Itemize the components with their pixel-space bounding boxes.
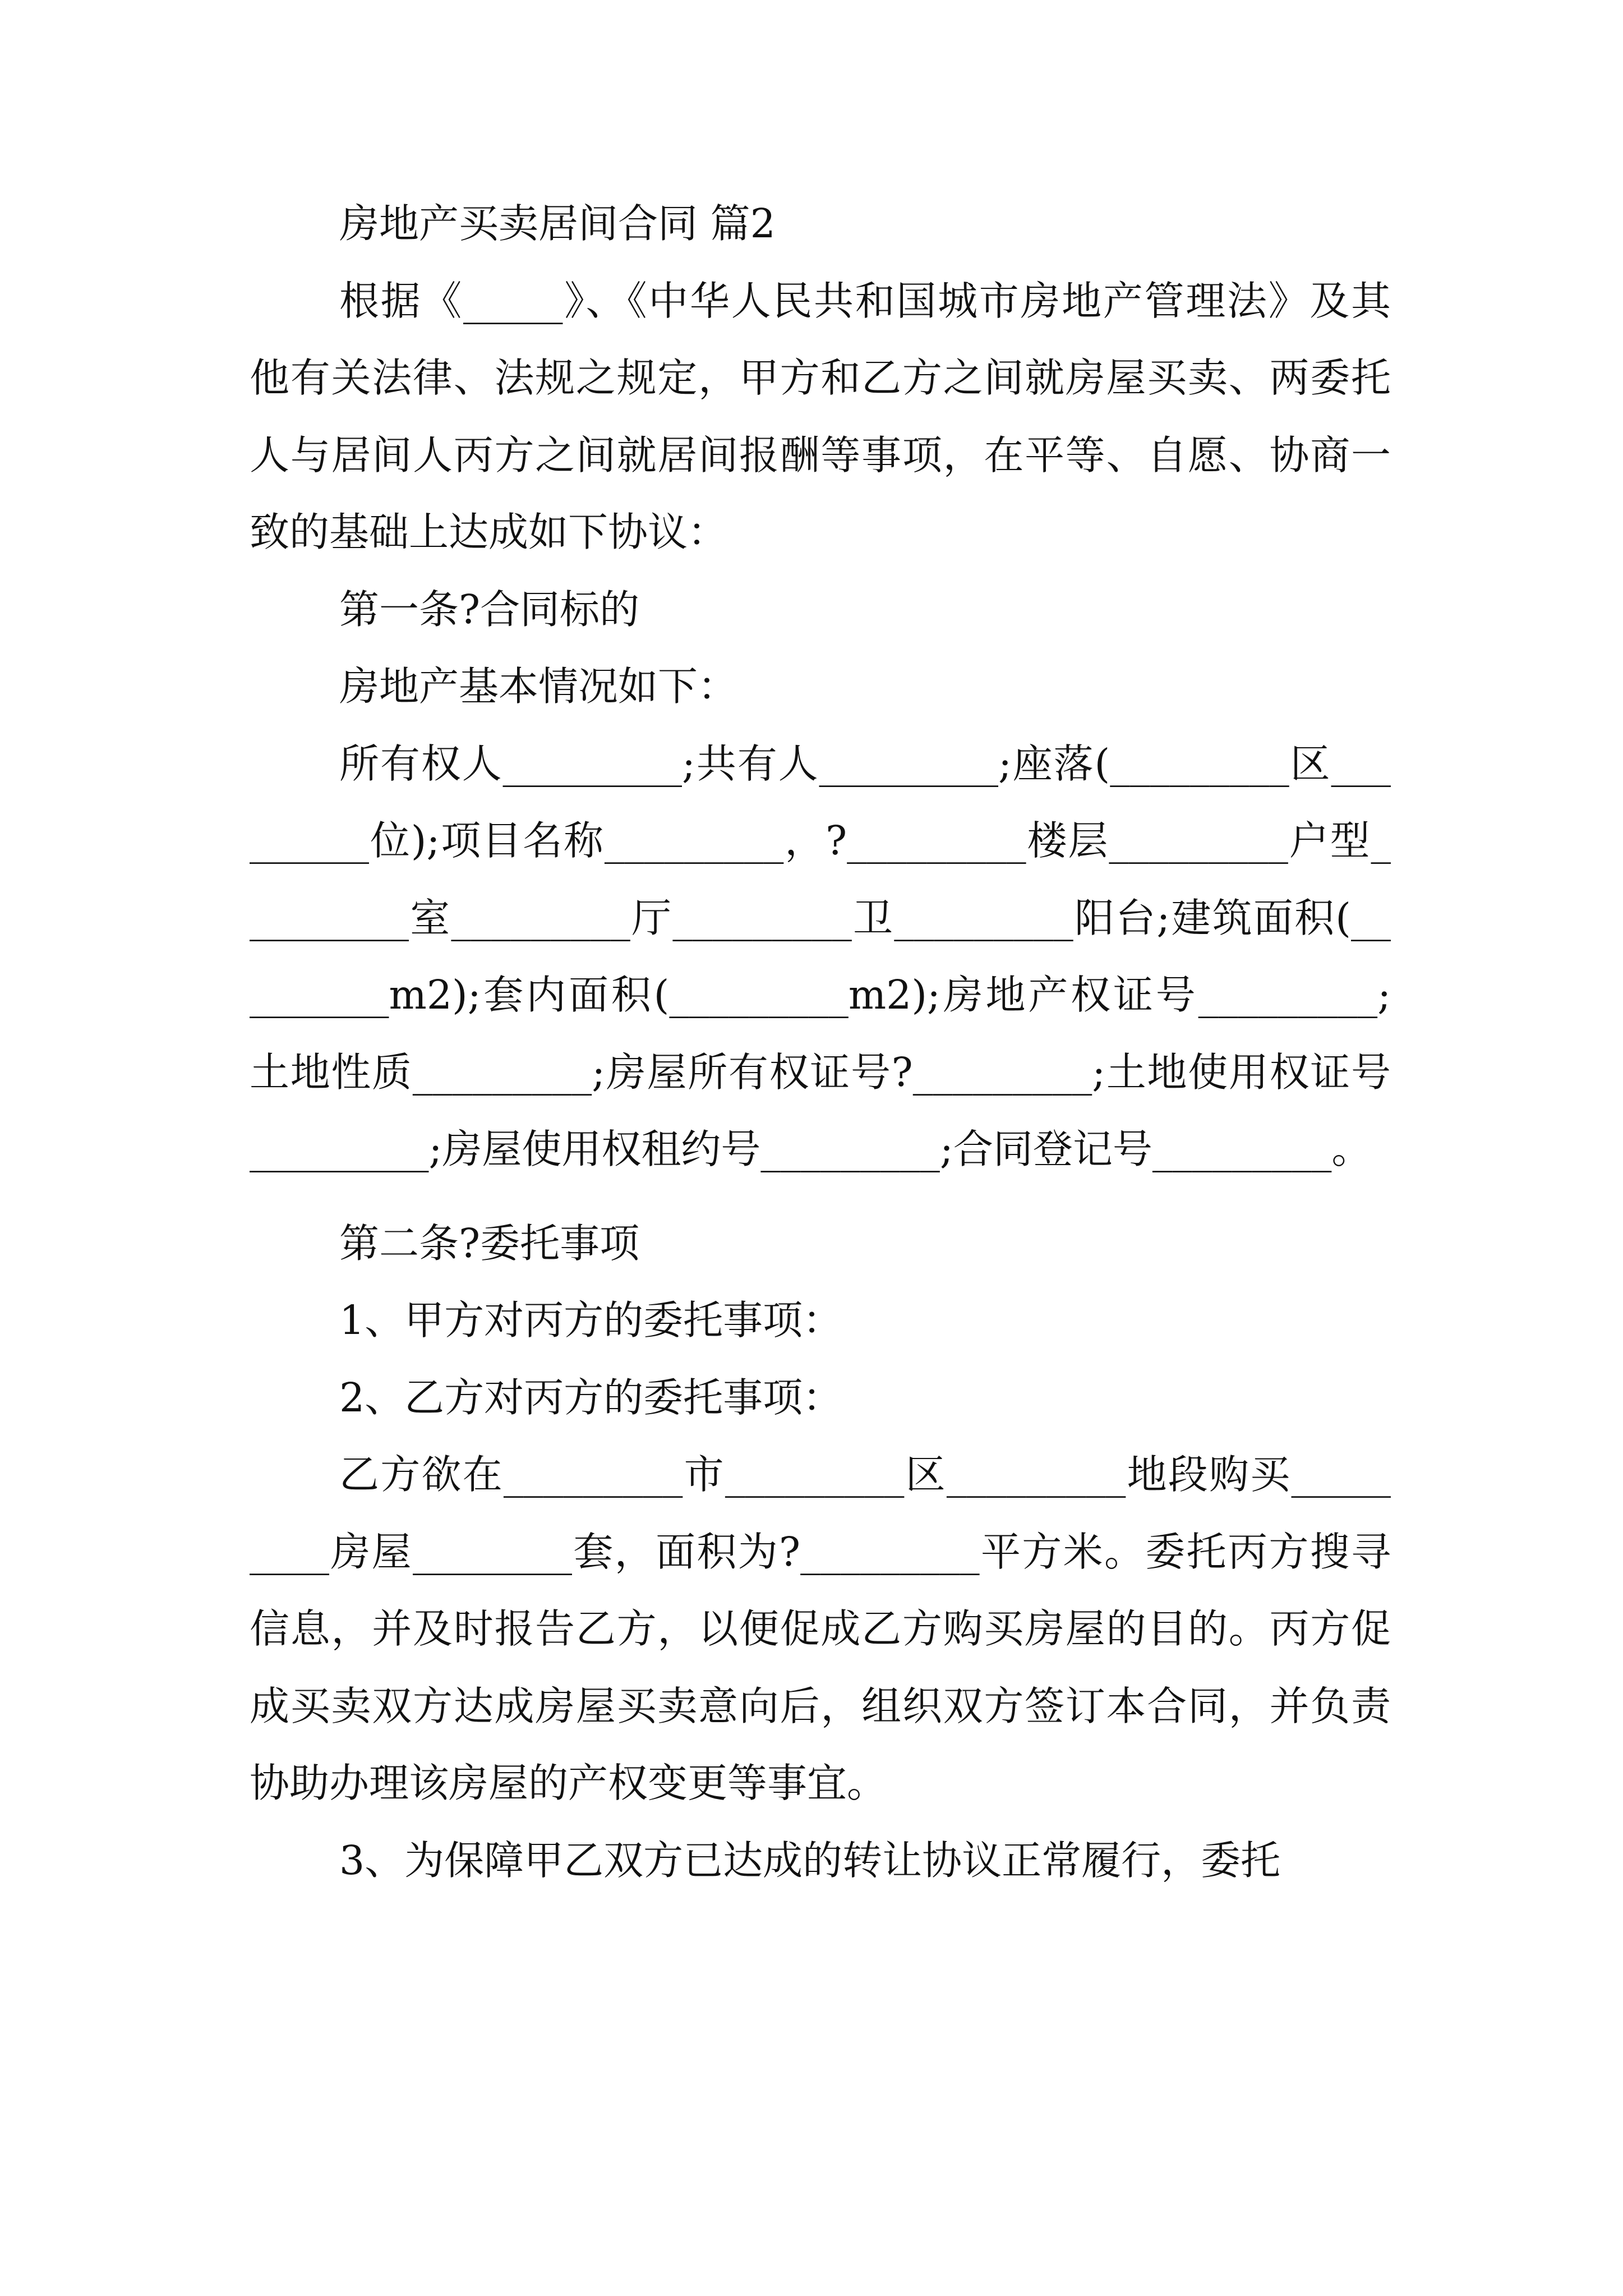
clause-2: 2、乙方对丙方的委托事项：	[339, 1374, 843, 1421]
article-1-heading: 第一条?合同标的	[339, 586, 640, 633]
paragraph-property-details: 所有权人_________;共有人_________;座落(_________区_________位);项目名称_________，?_________楼层_________户型_________室_________厅_________卫_________阳台;建筑面积(_________m2);套内面积(_________m2);房地产权证号_________;土地性质_________;房屋所有权证号?_________;土地使用权证号_________;房屋使用权租约号_________;合同登记号_________。	[250, 740, 1391, 1172]
article-2-heading: 第二条?委托事项	[339, 1220, 640, 1267]
paragraph-legal-basis: 根据《_____》、《中华人民共和国城市房地产管理法》及其他有关法律、法规之规定，甲方和乙方之间就房屋买卖、两委托人与居间人丙方之间就居间报酬等事项，在平等、自愿、协商一致的基础上达成如下协议：	[250, 277, 1391, 555]
paragraph-property-intro: 房地产基本情况如下：	[339, 663, 738, 710]
clause-3: 3、为保障甲乙双方已达成的转让协议正常履行，委托	[339, 1837, 1281, 1884]
paragraph-purchase-details: 乙方欲在_________市_________区_________地段购买_________房屋________套，面积为?_________平方米。委托丙方搜寻信息，并及时报告乙方，以便促成乙方购买房屋的目的。丙方促成买卖双方达成房屋买卖意向后，组织双方签订本合同，并负责协助办理该房屋的产权变更等事宜。	[250, 1451, 1391, 1806]
document-title: 房地产买卖居间合同 篇2	[339, 200, 776, 247]
clause-1: 1、甲方对丙方的委托事项：	[339, 1297, 843, 1343]
document-page	[250, 185, 1391, 1899]
